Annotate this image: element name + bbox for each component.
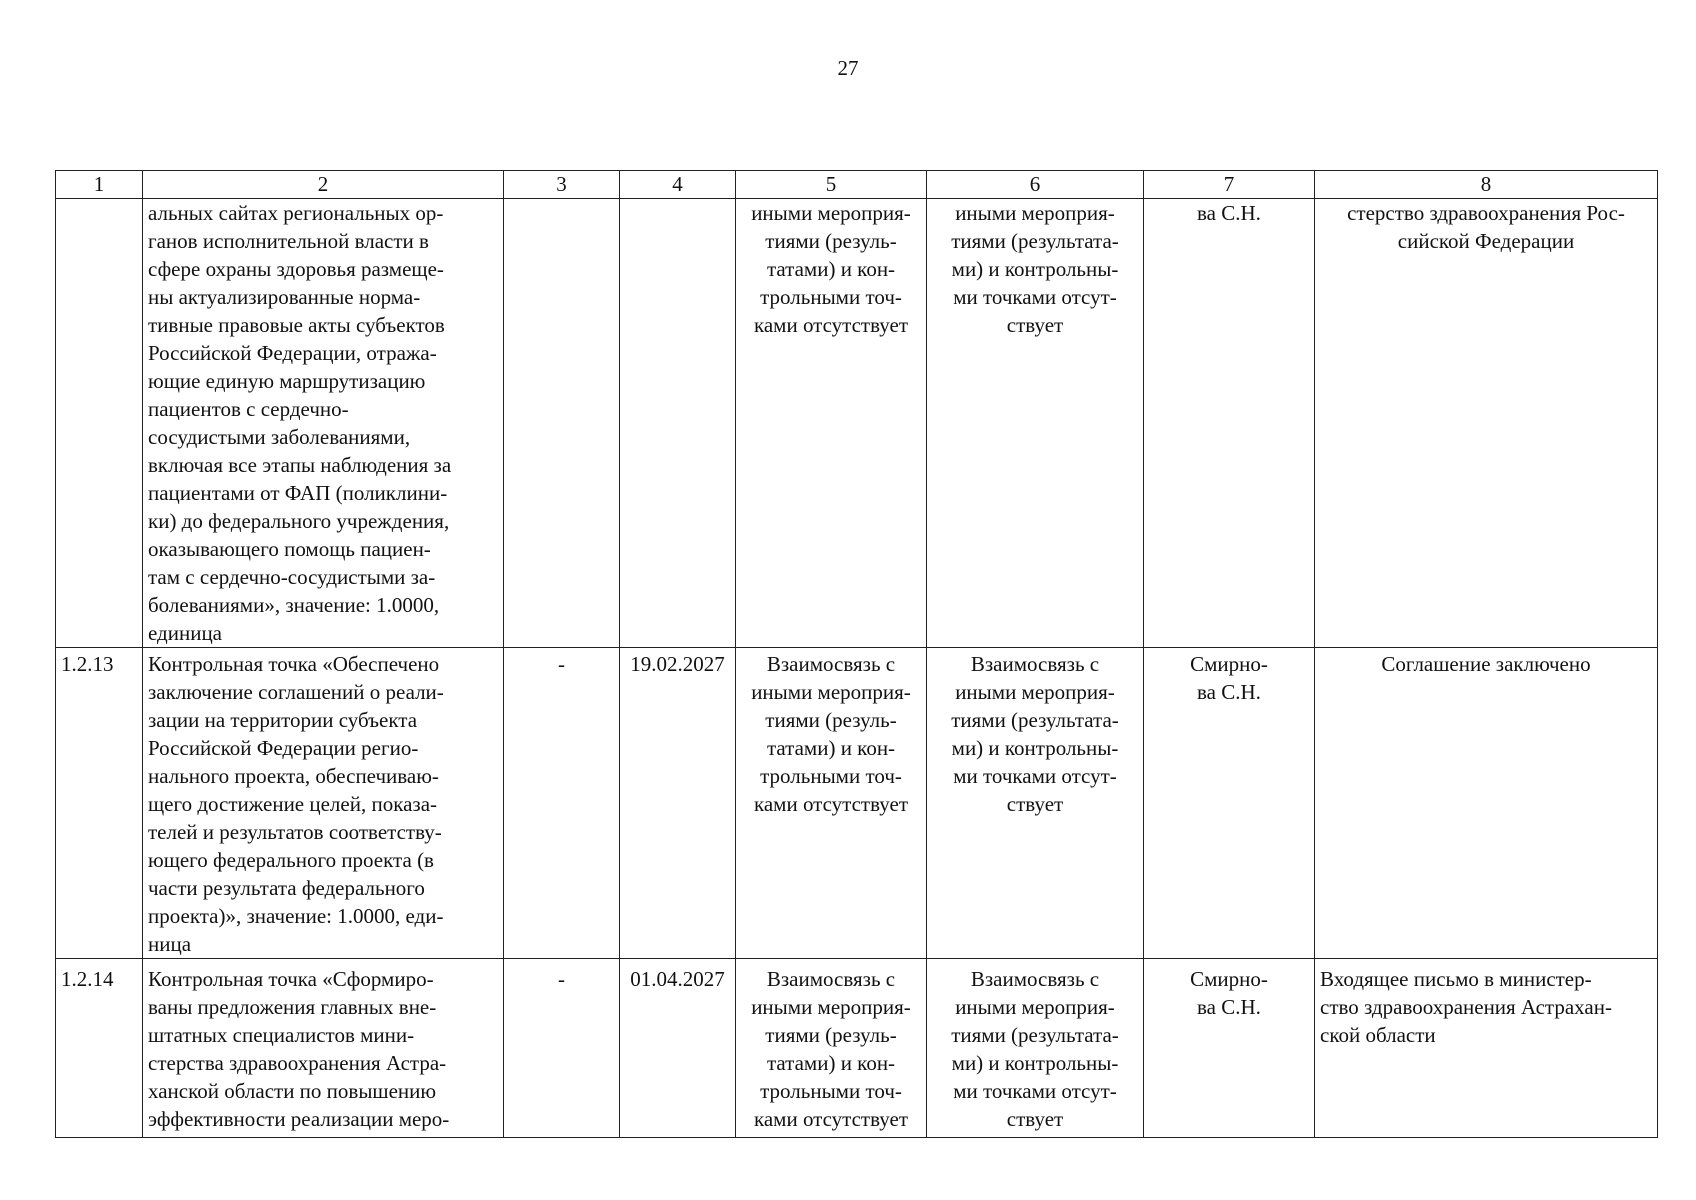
row-document: Соглашение заключено	[1315, 648, 1658, 959]
row-description: Контрольная точка «Обеспечено заключение соглашений о реали- зации на территории субъекта Российской Федерации регио- нального проекта, обеспечиваю- щего достижение целей, показа- телей и результатов соответству- ющего федерального проекта (в части результата федерального проекта)», значение: 1.0000, еди- ница	[143, 648, 504, 959]
column-header-5: 5	[736, 171, 927, 199]
document-table	[55, 170, 1658, 1138]
row-document: стерство здравоохранения Рос- сийской Федерации	[1315, 199, 1658, 648]
row-relation-results: Взаимосвязь с иными мероприя- тиями (резуль- татами) и кон- трольными точ- ками отсутствует	[736, 648, 927, 959]
row-relation-results: иными мероприя- тиями (резуль- татами) и кон- трольными точ- ками отсутствует	[736, 199, 927, 648]
row-number: 1.2.14	[56, 959, 143, 1138]
column-header-6: 6	[927, 171, 1144, 199]
row-document: Входящее письмо в министер- ство здравоохранения Астрахан- ской области	[1315, 959, 1658, 1138]
column-header-8: 8	[1315, 171, 1658, 199]
row-relation-checkpoints: иными мероприя- тиями (результата- ми) и контрольны- ми точками отсут- ствует	[927, 199, 1144, 648]
table-header-row	[56, 171, 1658, 199]
row-date: 01.04.2027	[620, 959, 736, 1138]
row-responsible: Смирно- ва С.Н.	[1144, 648, 1315, 959]
row-date: 19.02.2027	[620, 648, 736, 959]
row-responsible: ва С.Н.	[1144, 199, 1315, 648]
row-relation-checkpoints: Взаимосвязь с иными мероприя- тиями (результата- ми) и контрольны- ми точками отсут- ствует	[927, 648, 1144, 959]
table-row	[56, 648, 1658, 959]
row-col3: -	[504, 648, 620, 959]
row-relation-checkpoints: Взаимосвязь с иными мероприя- тиями (результата- ми) и контрольны- ми точками отсут- ствует	[927, 959, 1144, 1138]
row-relation-results: Взаимосвязь с иными мероприя- тиями (резуль- татами) и кон- трольными точ- ками отсутствует	[736, 959, 927, 1138]
table-row	[56, 199, 1658, 648]
row-number: 1.2.13	[56, 648, 143, 959]
column-header-4: 4	[620, 171, 736, 199]
row-description: альных сайтах региональных ор- ганов исполнительной власти в сфере охраны здоровья размеще- ны актуализированные норма- тивные правовые акты субъектов Российской Федерации, отража- ющие единую маршрутизацию пациентов с сердечно- сосудистыми заболеваниями, включая все этапы наблюдения за пациентами от ФАП (поликлини- ки) до федерального учреждения, оказывающего помощь пациен- там с сердечно-сосудистыми за- болеваниями», значение: 1.0000, единица	[143, 199, 504, 648]
row-col3	[504, 199, 620, 648]
row-col3: -	[504, 959, 620, 1138]
column-header-1: 1	[56, 171, 143, 199]
column-header-3: 3	[504, 171, 620, 199]
column-header-7: 7	[1144, 171, 1315, 199]
table-row	[56, 959, 1658, 1138]
row-responsible: Смирно- ва С.Н.	[1144, 959, 1315, 1138]
row-number	[56, 199, 143, 648]
page-number: 27	[837, 56, 859, 80]
column-header-2: 2	[143, 171, 504, 199]
row-date	[620, 199, 736, 648]
row-description: Контрольная точка «Сформиро- ваны предложения главных вне- штатных специалистов мини- стерства здравоохранения Астра- ханской области по повышению эффективности реализации меро-	[143, 959, 504, 1138]
